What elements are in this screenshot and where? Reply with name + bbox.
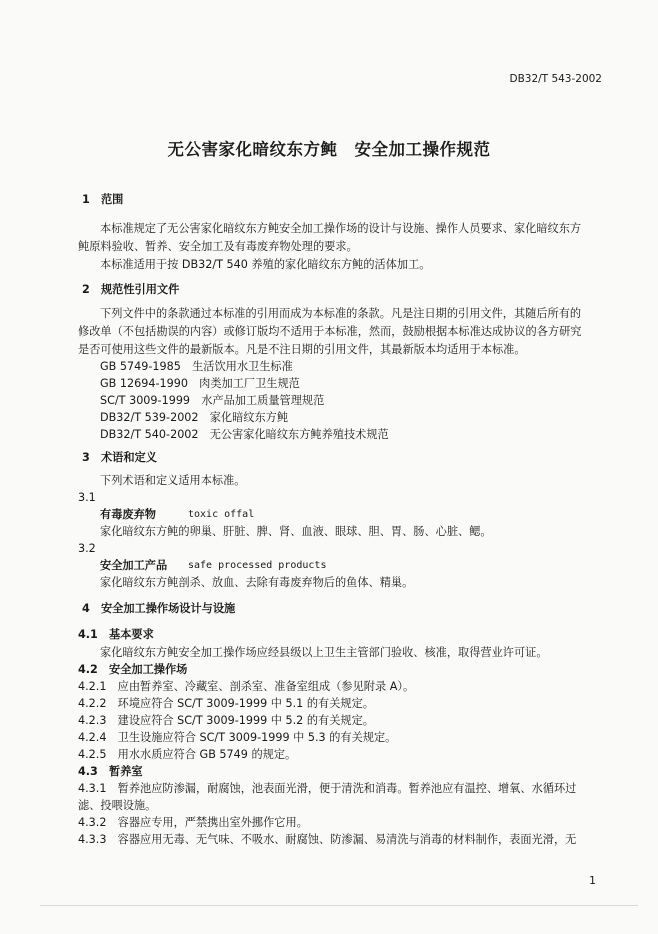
section-heading-4: 4 安全加工操作场设计与设施 [82,602,236,615]
paragraph-line: 是否可使用这些文件的最新版本。凡是不注日期的引用文件，其最新版本均适用于本标准。 [78,343,526,356]
reference-item: SC/T 3009-1999 水产品加工质量管理规范 [100,394,325,407]
reference-item: DB32/T 539-2002 家化暗纹东方鲀 [100,411,289,424]
clause-item: 4.3.1 暂养池应防渗漏，耐腐蚀，池表面光滑，便于清洗和消毒。暂养池应有温控、增氧、水循环过 [78,782,577,795]
paragraph-line: 修改单（不包括勘误的内容）或修订版均不适用于本标准，然而，鼓励根据本标准达成协议的各方研究 [78,325,582,338]
paragraph-line: 下列术语和定义适用本标准。 [100,474,246,487]
clause-item: 4.2.3 建设应符合 SC/T 3009-1999 中 5.2 的有关规定。 [78,714,374,727]
clause-item: 4.2.4 卫生设施应符合 SC/T 3009-1999 中 5.3 的有关规定。 [78,731,397,744]
section-heading-1: 1 范围 [82,193,124,206]
clause-number: 3.2 [78,542,96,555]
paragraph-line: 鲀原料验收、暂养、安全加工及有毒废弃物处理的要求。 [78,240,358,253]
scan-edge-divider [40,905,638,906]
paragraph-line: 滤、投喂设施。 [78,799,157,812]
clause-number: 3.1 [78,491,96,504]
clause-item: 4.2.1 应由暂养室、冷藏室、剖杀室、准备室组成（参见附录 A）。 [78,680,415,693]
section-heading-2: 2 规范性引用文件 [82,283,180,296]
page-number: 1 [589,874,596,887]
paragraph-line: 本标准适用于按 DB32/T 540 养殖的家化暗纹东方鲀的活体加工。 [100,258,431,271]
document-title: 无公害家化暗纹东方鲀 安全加工操作规范 [167,140,491,159]
document-code: DB32/T 543-2002 [509,73,602,85]
clause-item: 4.2.5 用水水质应符合 GB 5749 的规定。 [78,748,297,761]
term-chinese: 有毒废弃物 [100,508,156,521]
clause-item: 4.3.2 容器应专用，严禁携出室外挪作它用。 [78,816,308,829]
clause-item: 4.3.3 容器应用无毒、无气味、不吸水、耐腐蚀、防渗漏、易清洗与消毒的材料制作，表面光滑，无 [78,833,577,846]
subsection-heading: 4.3 暂养室 [78,765,143,778]
term-english: safe processed products [188,560,327,571]
subsection-heading: 4.2 安全加工操作场 [78,663,188,676]
paragraph-line: 下列文件中的条款通过本标准的引用而成为本标准的条款。凡是注日期的引用文件，其随后所有的 [100,307,582,320]
section-heading-3: 3 术语和定义 [82,451,157,464]
term-english: toxic offal [188,509,255,520]
term-definition: 家化暗纹东方鲀的卵巢、肝脏、脾、肾、血液、眼球、胆、胃、肠、心脏、鳃。 [100,525,492,538]
reference-item: DB32/T 540-2002 无公害家化暗纹东方鲀养殖技术规范 [100,428,389,441]
reference-item: GB 12694-1990 肉类加工厂卫生规范 [100,377,300,390]
subsection-heading: 4.1 基本要求 [78,628,154,641]
paragraph-line: 家化暗纹东方鲀安全加工操作场应经县级以上卫生主管部门验收、核准，取得营业许可证。 [100,646,548,659]
reference-item: GB 5749-1985 生活饮用水卫生标准 [100,360,293,373]
clause-item: 4.2.2 环境应符合 SC/T 3009-1999 中 5.1 的有关规定。 [78,697,374,710]
term-definition: 家化暗纹东方鲀剖杀、放血、去除有毒废弃物后的鱼体、精巢。 [100,576,414,589]
term-chinese: 安全加工产品 [100,559,168,572]
paragraph-line: 本标准规定了无公害家化暗纹东方鲀安全加工操作场的设计与设施、操作人员要求、家化暗纹东方 [100,222,582,235]
